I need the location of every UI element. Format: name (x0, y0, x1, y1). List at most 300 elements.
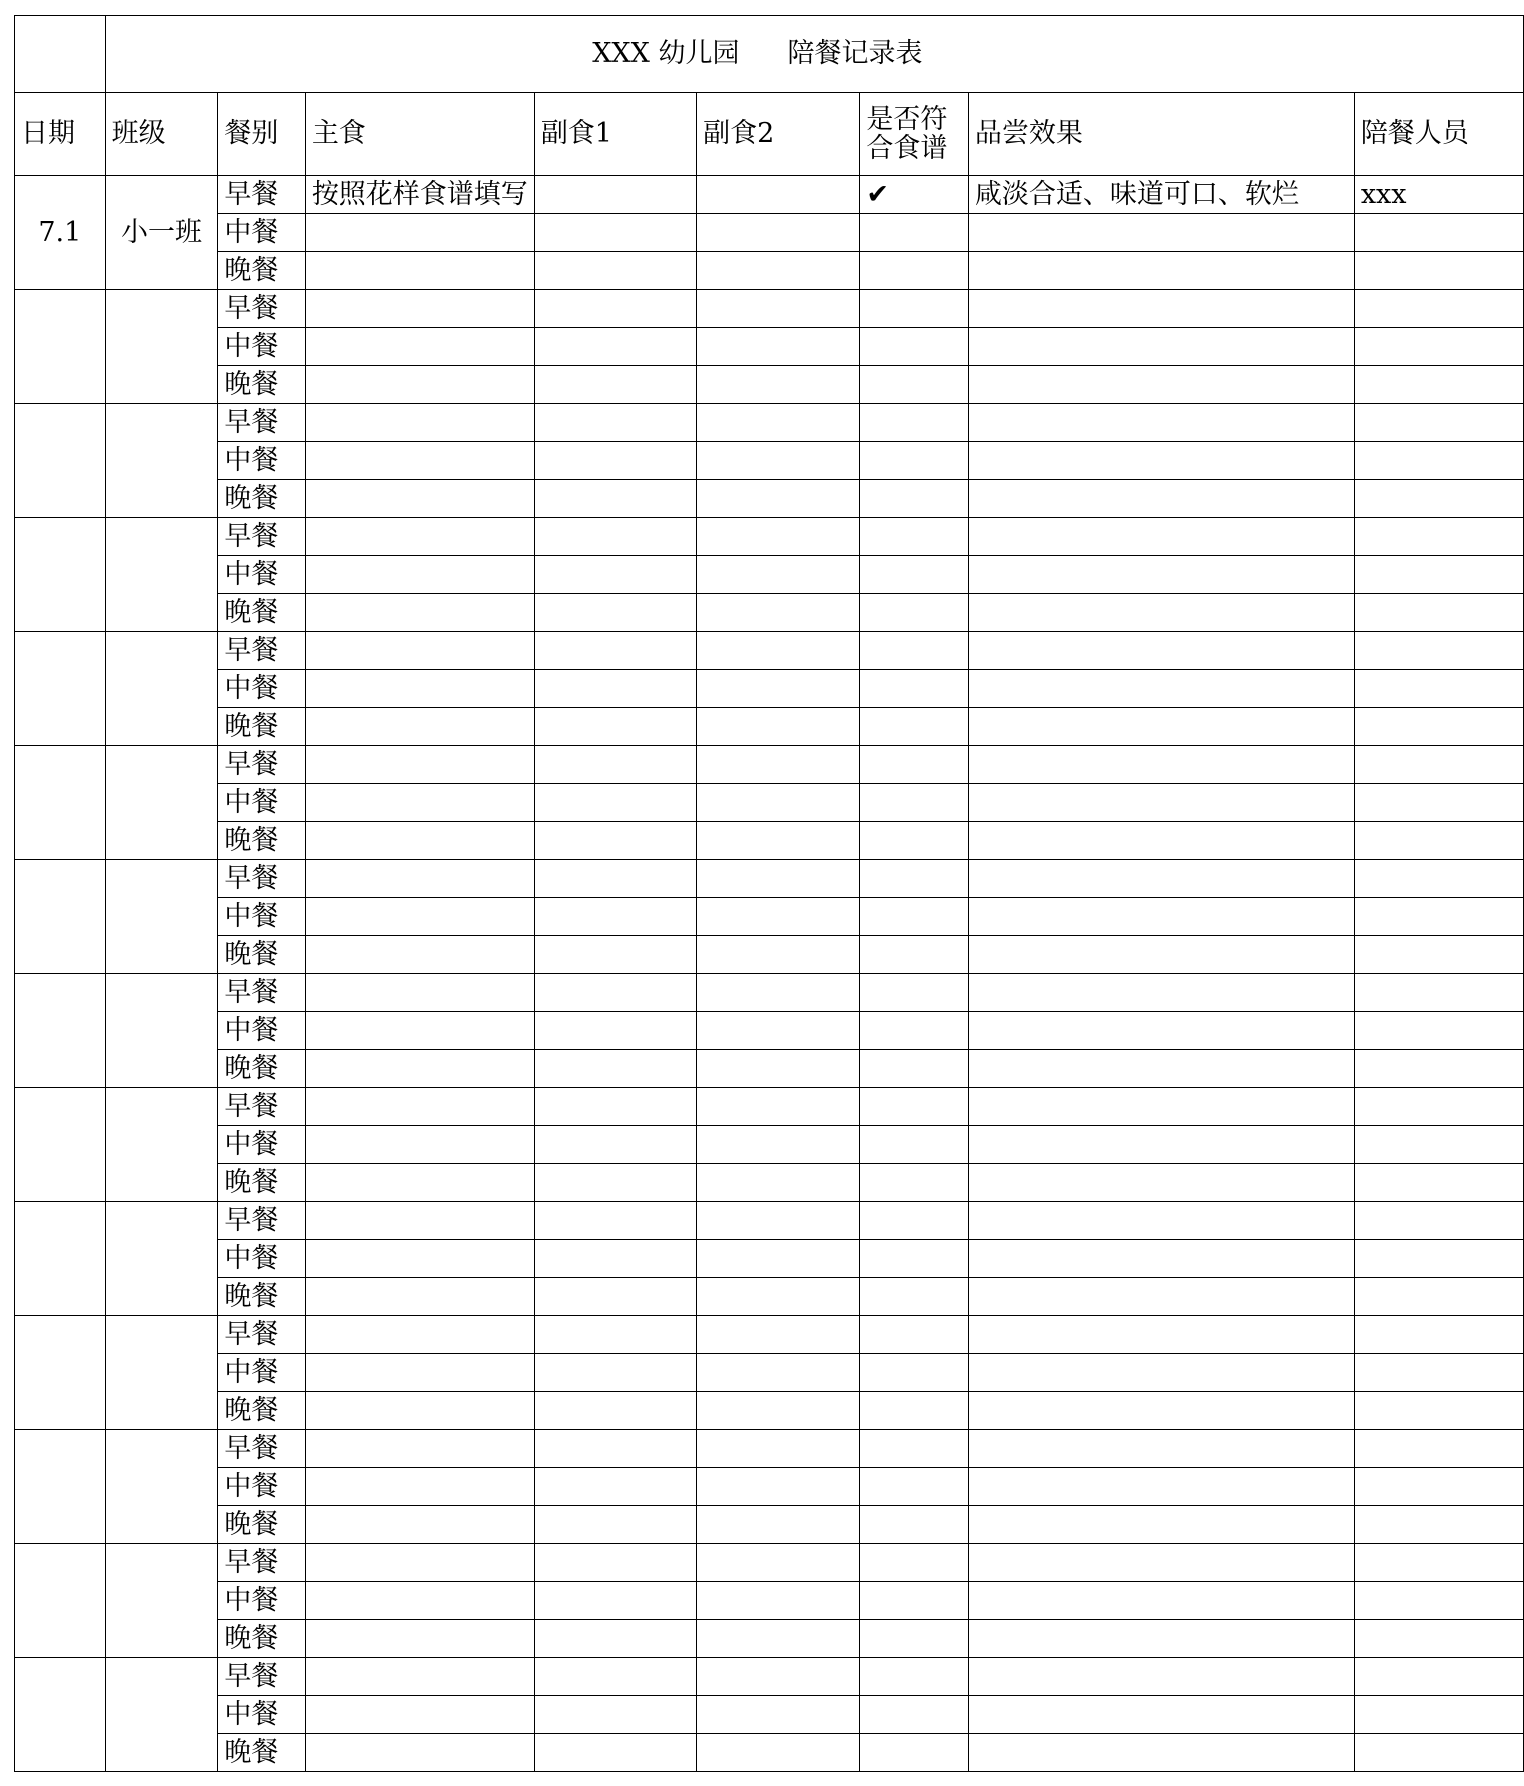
taste-result-cell[interactable] (968, 1468, 1354, 1506)
staff-cell[interactable] (1354, 746, 1523, 784)
matches-menu-cell[interactable] (860, 1696, 969, 1734)
side-dish-2-cell[interactable] (697, 1582, 860, 1620)
staff-cell[interactable] (1354, 1468, 1523, 1506)
side-dish-1-cell[interactable] (534, 670, 696, 708)
matches-menu-cell[interactable] (860, 214, 969, 252)
staple-cell[interactable] (305, 632, 534, 670)
date-cell[interactable] (15, 1430, 106, 1544)
matches-menu-cell[interactable] (860, 594, 969, 632)
staple-cell[interactable] (305, 1012, 534, 1050)
matches-menu-cell[interactable] (860, 1278, 969, 1316)
side-dish-2-cell[interactable] (697, 784, 860, 822)
matches-menu-cell[interactable] (860, 290, 969, 328)
taste-result-cell[interactable] (968, 898, 1354, 936)
date-cell[interactable] (15, 1316, 106, 1430)
matches-menu-cell[interactable] (860, 936, 969, 974)
side-dish-1-cell[interactable] (534, 1582, 696, 1620)
side-dish-2-cell[interactable] (697, 974, 860, 1012)
side-dish-1-cell[interactable] (534, 1392, 696, 1430)
staff-cell[interactable] (1354, 1620, 1523, 1658)
date-cell[interactable] (15, 404, 106, 518)
taste-result-cell[interactable] (968, 936, 1354, 974)
taste-result-cell[interactable] (968, 1392, 1354, 1430)
staff-cell[interactable] (1354, 1164, 1523, 1202)
record-table-name: 陪餐记录表 (787, 38, 923, 70)
staple-cell[interactable] (305, 1468, 534, 1506)
staff-cell[interactable] (1354, 1696, 1523, 1734)
staff-cell[interactable] (1354, 252, 1523, 290)
staff-cell[interactable] (1354, 1088, 1523, 1126)
side-dish-2-cell[interactable] (697, 1050, 860, 1088)
matches-menu-cell[interactable] (860, 1544, 969, 1582)
staff-cell[interactable] (1354, 518, 1523, 556)
table-row (15, 1202, 1524, 1240)
side-dish-2-cell[interactable] (697, 556, 860, 594)
staff-cell[interactable] (1354, 860, 1523, 898)
side-dish-1-cell[interactable] (534, 1164, 696, 1202)
page-title (105, 16, 1523, 93)
meal-type-cell: 中餐 (218, 1354, 305, 1392)
class-cell[interactable] (105, 1316, 218, 1430)
side-dish-2-cell[interactable] (697, 176, 860, 214)
staff-cell[interactable] (1354, 708, 1523, 746)
side-dish-2-cell[interactable] (697, 214, 860, 252)
staple-cell[interactable] (305, 366, 534, 404)
staff-cell[interactable] (1354, 1050, 1523, 1088)
staple-cell[interactable] (305, 670, 534, 708)
matches-menu-cell[interactable] (860, 1734, 969, 1772)
matches-menu-cell[interactable] (860, 442, 969, 480)
staff-cell[interactable] (1354, 1582, 1523, 1620)
side-dish-1-cell[interactable] (534, 1240, 696, 1278)
side-dish-2-cell[interactable] (697, 1354, 860, 1392)
staple-cell[interactable] (305, 974, 534, 1012)
taste-result-cell[interactable] (968, 366, 1354, 404)
side-dish-1-cell[interactable] (534, 366, 696, 404)
side-dish-1-cell[interactable] (534, 1506, 696, 1544)
side-dish-1-cell[interactable] (534, 518, 696, 556)
side-dish-2-cell[interactable] (697, 594, 860, 632)
date-cell[interactable] (15, 860, 106, 974)
side-dish-2-cell[interactable] (697, 708, 860, 746)
matches-menu-cell[interactable] (860, 708, 969, 746)
taste-result-cell[interactable] (968, 1202, 1354, 1240)
staple-cell[interactable] (305, 1088, 534, 1126)
staff-cell[interactable] (1354, 366, 1523, 404)
side-dish-1-cell[interactable] (534, 328, 696, 366)
staple-cell[interactable] (305, 1126, 534, 1164)
side-dish-2-cell[interactable] (697, 936, 860, 974)
taste-result-cell[interactable] (968, 1012, 1354, 1050)
taste-result-cell[interactable] (968, 594, 1354, 632)
class-cell[interactable] (105, 518, 218, 632)
staff-cell[interactable] (1354, 822, 1523, 860)
staple-cell[interactable] (305, 404, 534, 442)
matches-menu-cell[interactable] (860, 556, 969, 594)
taste-result-cell[interactable] (968, 1430, 1354, 1468)
side-dish-2-cell[interactable] (697, 252, 860, 290)
date-cell[interactable] (15, 746, 106, 860)
staple-cell[interactable] (305, 1278, 534, 1316)
staple-cell[interactable] (305, 556, 534, 594)
taste-result-cell[interactable] (968, 746, 1354, 784)
matches-menu-cell[interactable]: ✔ (860, 176, 969, 214)
side-dish-1-cell[interactable] (534, 784, 696, 822)
matches-menu-cell[interactable] (860, 746, 969, 784)
staff-cell[interactable] (1354, 1202, 1523, 1240)
matches-menu-cell[interactable] (860, 1430, 969, 1468)
staple-cell[interactable] (305, 1430, 534, 1468)
staple-cell[interactable] (305, 1050, 534, 1088)
class-cell[interactable] (105, 1658, 218, 1772)
staple-cell[interactable] (305, 784, 534, 822)
staple-cell[interactable] (305, 860, 534, 898)
staff-cell[interactable] (1354, 1734, 1523, 1772)
staple-cell[interactable] (305, 252, 534, 290)
matches-menu-cell[interactable] (860, 404, 969, 442)
side-dish-2-cell[interactable] (697, 328, 860, 366)
staff-cell[interactable] (1354, 1126, 1523, 1164)
staff-cell[interactable] (1354, 974, 1523, 1012)
taste-result-cell[interactable] (968, 442, 1354, 480)
table-row (15, 1012, 1524, 1050)
staple-cell[interactable] (305, 1620, 534, 1658)
side-dish-1-cell[interactable] (534, 1620, 696, 1658)
taste-result-cell[interactable] (968, 1696, 1354, 1734)
matches-menu-cell[interactable] (860, 480, 969, 518)
side-dish-2-cell[interactable] (697, 1012, 860, 1050)
staff-cell[interactable] (1354, 898, 1523, 936)
meal-type-cell: 晚餐 (218, 366, 305, 404)
school-name: XXX 幼儿园 (592, 38, 740, 70)
staple-cell[interactable] (305, 1240, 534, 1278)
date-cell[interactable] (15, 290, 106, 404)
side-dish-1-cell[interactable] (534, 1468, 696, 1506)
class-cell[interactable] (105, 1430, 218, 1544)
matches-menu-cell[interactable] (860, 632, 969, 670)
side-dish-1-cell[interactable] (534, 746, 696, 784)
side-dish-1-cell[interactable] (534, 1050, 696, 1088)
matches-menu-cell[interactable] (860, 860, 969, 898)
side-dish-1-cell[interactable] (534, 936, 696, 974)
side-dish-1-cell[interactable] (534, 860, 696, 898)
meal-type-cell: 晚餐 (218, 1506, 305, 1544)
side-dish-1-cell[interactable] (534, 1354, 696, 1392)
side-dish-1-cell[interactable] (534, 176, 696, 214)
matches-menu-cell[interactable] (860, 1468, 969, 1506)
side-dish-2-cell[interactable] (697, 290, 860, 328)
staff-cell[interactable] (1354, 594, 1523, 632)
side-dish-1-cell[interactable] (534, 632, 696, 670)
meal-type-cell: 中餐 (218, 1582, 305, 1620)
taste-result-cell[interactable] (968, 214, 1354, 252)
staff-cell[interactable] (1354, 214, 1523, 252)
staple-cell[interactable] (305, 822, 534, 860)
staple-cell[interactable] (305, 1354, 534, 1392)
side-dish-2-cell[interactable] (697, 632, 860, 670)
side-dish-1-cell[interactable] (534, 1088, 696, 1126)
staff-cell[interactable] (1354, 1240, 1523, 1278)
taste-result-cell[interactable] (968, 1088, 1354, 1126)
staff-cell[interactable] (1354, 1354, 1523, 1392)
taste-result-cell[interactable] (968, 1544, 1354, 1582)
matches-menu-cell[interactable] (860, 518, 969, 556)
matches-menu-cell[interactable] (860, 1240, 969, 1278)
staff-cell[interactable] (1354, 556, 1523, 594)
side-dish-2-cell[interactable] (697, 442, 860, 480)
staple-cell[interactable] (305, 1202, 534, 1240)
staff-cell[interactable] (1354, 1658, 1523, 1696)
side-dish-1-cell[interactable] (534, 556, 696, 594)
staff-cell[interactable] (1354, 480, 1523, 518)
matches-menu-cell[interactable] (860, 1050, 969, 1088)
side-dish-2-cell[interactable] (697, 1126, 860, 1164)
header-class: 班级 (105, 93, 218, 176)
side-dish-1-cell[interactable] (534, 898, 696, 936)
matches-menu-cell[interactable] (860, 1164, 969, 1202)
table-row (15, 1696, 1524, 1734)
side-dish-1-cell[interactable] (534, 214, 696, 252)
taste-result-cell[interactable] (968, 1050, 1354, 1088)
side-dish-1-cell[interactable] (534, 290, 696, 328)
matches-menu-cell[interactable] (860, 898, 969, 936)
side-dish-2-cell[interactable] (697, 1088, 860, 1126)
taste-result-cell[interactable] (968, 480, 1354, 518)
side-dish-2-cell[interactable] (697, 1430, 860, 1468)
staple-cell[interactable] (305, 746, 534, 784)
taste-result-cell[interactable] (968, 1164, 1354, 1202)
meal-type-cell: 中餐 (218, 1696, 305, 1734)
taste-result-cell[interactable] (968, 974, 1354, 1012)
staple-cell[interactable] (305, 936, 534, 974)
matches-menu-cell[interactable] (860, 252, 969, 290)
side-dish-1-cell[interactable] (534, 1278, 696, 1316)
taste-result-cell[interactable] (968, 1354, 1354, 1392)
matches-menu-cell[interactable] (860, 974, 969, 1012)
side-dish-1-cell[interactable] (534, 404, 696, 442)
side-dish-2-cell[interactable] (697, 1658, 860, 1696)
staple-cell[interactable] (305, 1316, 534, 1354)
matches-menu-cell[interactable] (860, 1012, 969, 1050)
class-cell[interactable] (105, 1088, 218, 1202)
staff-cell[interactable] (1354, 1544, 1523, 1582)
staff-cell[interactable] (1354, 1430, 1523, 1468)
taste-result-cell[interactable] (968, 556, 1354, 594)
staff-cell[interactable] (1354, 328, 1523, 366)
side-dish-2-cell[interactable] (697, 822, 860, 860)
title-corner-cell (15, 16, 106, 93)
matches-menu-cell[interactable] (860, 1658, 969, 1696)
meal-type-cell: 中餐 (218, 442, 305, 480)
class-cell[interactable] (105, 1544, 218, 1658)
side-dish-2-cell[interactable] (697, 860, 860, 898)
taste-result-cell[interactable] (968, 1240, 1354, 1278)
staple-cell[interactable] (305, 214, 534, 252)
matches-menu-cell[interactable] (860, 1354, 969, 1392)
staple-cell[interactable] (305, 1658, 534, 1696)
side-dish-1-cell[interactable] (534, 594, 696, 632)
staple-cell[interactable] (305, 1544, 534, 1582)
taste-result-cell[interactable] (968, 860, 1354, 898)
side-dish-2-cell[interactable] (697, 746, 860, 784)
side-dish-1-cell[interactable] (534, 480, 696, 518)
taste-result-cell[interactable] (968, 670, 1354, 708)
side-dish-2-cell[interactable] (697, 518, 860, 556)
taste-result-cell[interactable] (968, 1506, 1354, 1544)
staff-cell[interactable]: xxx (1354, 176, 1523, 214)
matches-menu-cell[interactable] (860, 1582, 969, 1620)
staff-cell[interactable] (1354, 1012, 1523, 1050)
taste-result-cell[interactable] (968, 784, 1354, 822)
matches-menu-cell[interactable] (860, 1088, 969, 1126)
side-dish-2-cell[interactable] (697, 1468, 860, 1506)
matches-menu-cell[interactable] (860, 1392, 969, 1430)
side-dish-1-cell[interactable] (534, 252, 696, 290)
side-dish-2-cell[interactable] (697, 1392, 860, 1430)
side-dish-2-cell[interactable] (697, 1202, 860, 1240)
class-cell[interactable] (105, 632, 218, 746)
side-dish-1-cell[interactable] (534, 1696, 696, 1734)
staple-cell[interactable] (305, 594, 534, 632)
class-cell[interactable] (105, 404, 218, 518)
taste-result-cell[interactable] (968, 518, 1354, 556)
side-dish-1-cell[interactable] (534, 1316, 696, 1354)
meal-record-table (14, 15, 1524, 1772)
date-cell[interactable]: 7.1 (15, 176, 106, 290)
side-dish-2-cell[interactable] (697, 1696, 860, 1734)
side-dish-1-cell[interactable] (534, 1734, 696, 1772)
matches-menu-cell[interactable] (860, 328, 969, 366)
taste-result-cell[interactable] (968, 1278, 1354, 1316)
staff-cell[interactable] (1354, 442, 1523, 480)
staple-cell[interactable] (305, 1392, 534, 1430)
side-dish-1-cell[interactable] (534, 1012, 696, 1050)
taste-result-cell[interactable] (968, 290, 1354, 328)
taste-result-cell[interactable] (968, 632, 1354, 670)
staff-cell[interactable] (1354, 404, 1523, 442)
table-row (15, 1392, 1524, 1430)
staff-cell[interactable] (1354, 670, 1523, 708)
taste-result-cell[interactable] (968, 822, 1354, 860)
staple-cell[interactable] (305, 898, 534, 936)
meal-type-cell: 晚餐 (218, 1620, 305, 1658)
staple-cell[interactable] (305, 480, 534, 518)
staple-cell[interactable] (305, 1164, 534, 1202)
side-dish-1-cell[interactable] (534, 822, 696, 860)
staple-cell[interactable] (305, 1582, 534, 1620)
table-row (15, 1582, 1524, 1620)
taste-result-cell[interactable] (968, 1126, 1354, 1164)
class-cell[interactable] (105, 746, 218, 860)
side-dish-1-cell[interactable] (534, 974, 696, 1012)
matches-menu-cell[interactable] (860, 784, 969, 822)
staple-cell[interactable] (305, 328, 534, 366)
staff-cell[interactable] (1354, 1392, 1523, 1430)
side-dish-1-cell[interactable] (534, 442, 696, 480)
date-cell[interactable] (15, 1088, 106, 1202)
date-cell[interactable] (15, 518, 106, 632)
side-dish-2-cell[interactable] (697, 404, 860, 442)
class-cell[interactable] (105, 860, 218, 974)
meal-type-cell: 晚餐 (218, 1734, 305, 1772)
side-dish-1-cell[interactable] (534, 708, 696, 746)
taste-result-cell[interactable] (968, 708, 1354, 746)
taste-result-cell[interactable] (968, 1582, 1354, 1620)
matches-menu-cell[interactable] (860, 1506, 969, 1544)
matches-menu-cell[interactable] (860, 822, 969, 860)
staff-cell[interactable] (1354, 784, 1523, 822)
taste-result-cell[interactable] (968, 404, 1354, 442)
staff-cell[interactable] (1354, 632, 1523, 670)
staple-cell[interactable]: 按照花样食谱填写 (305, 176, 534, 214)
side-dish-1-cell[interactable] (534, 1126, 696, 1164)
staple-cell[interactable] (305, 442, 534, 480)
class-cell[interactable] (105, 974, 218, 1088)
staff-cell[interactable] (1354, 1506, 1523, 1544)
side-dish-2-cell[interactable] (697, 1506, 860, 1544)
taste-result-cell[interactable]: 咸淡合适、味道可口、软烂 (968, 176, 1354, 214)
side-dish-2-cell[interactable] (697, 366, 860, 404)
matches-menu-cell[interactable] (860, 1620, 969, 1658)
staff-cell[interactable] (1354, 936, 1523, 974)
side-dish-1-cell[interactable] (534, 1544, 696, 1582)
staple-cell[interactable] (305, 708, 534, 746)
side-dish-2-cell[interactable] (697, 1240, 860, 1278)
date-cell[interactable] (15, 1202, 106, 1316)
side-dish-2-cell[interactable] (697, 670, 860, 708)
side-dish-1-cell[interactable] (534, 1430, 696, 1468)
staple-cell[interactable] (305, 290, 534, 328)
staff-cell[interactable] (1354, 1316, 1523, 1354)
staff-cell[interactable] (1354, 290, 1523, 328)
taste-result-cell[interactable] (968, 328, 1354, 366)
date-cell[interactable] (15, 1544, 106, 1658)
matches-menu-cell[interactable] (860, 1202, 969, 1240)
matches-menu-cell[interactable] (860, 1126, 969, 1164)
matches-menu-cell[interactable] (860, 670, 969, 708)
side-dish-1-cell[interactable] (534, 1658, 696, 1696)
table-row (15, 594, 1524, 632)
staple-cell[interactable] (305, 1734, 534, 1772)
date-cell[interactable] (15, 1658, 106, 1772)
date-cell[interactable] (15, 974, 106, 1088)
staple-cell[interactable] (305, 518, 534, 556)
taste-result-cell[interactable] (968, 1734, 1354, 1772)
class-cell[interactable] (105, 1202, 218, 1316)
taste-result-cell[interactable] (968, 1620, 1354, 1658)
staple-cell[interactable] (305, 1696, 534, 1734)
side-dish-2-cell[interactable] (697, 1316, 860, 1354)
matches-menu-cell[interactable] (860, 366, 969, 404)
staff-cell[interactable] (1354, 1278, 1523, 1316)
class-cell[interactable] (105, 290, 218, 404)
side-dish-1-cell[interactable] (534, 1202, 696, 1240)
class-cell[interactable]: 小一班 (105, 176, 218, 290)
side-dish-2-cell[interactable] (697, 1620, 860, 1658)
side-dish-2-cell[interactable] (697, 1278, 860, 1316)
date-cell[interactable] (15, 632, 106, 746)
side-dish-2-cell[interactable] (697, 480, 860, 518)
taste-result-cell[interactable] (968, 1316, 1354, 1354)
taste-result-cell[interactable] (968, 1658, 1354, 1696)
staple-cell[interactable] (305, 1506, 534, 1544)
matches-menu-cell[interactable] (860, 1316, 969, 1354)
side-dish-2-cell[interactable] (697, 1734, 860, 1772)
taste-result-cell[interactable] (968, 252, 1354, 290)
side-dish-2-cell[interactable] (697, 1544, 860, 1582)
side-dish-2-cell[interactable] (697, 898, 860, 936)
side-dish-2-cell[interactable] (697, 1164, 860, 1202)
